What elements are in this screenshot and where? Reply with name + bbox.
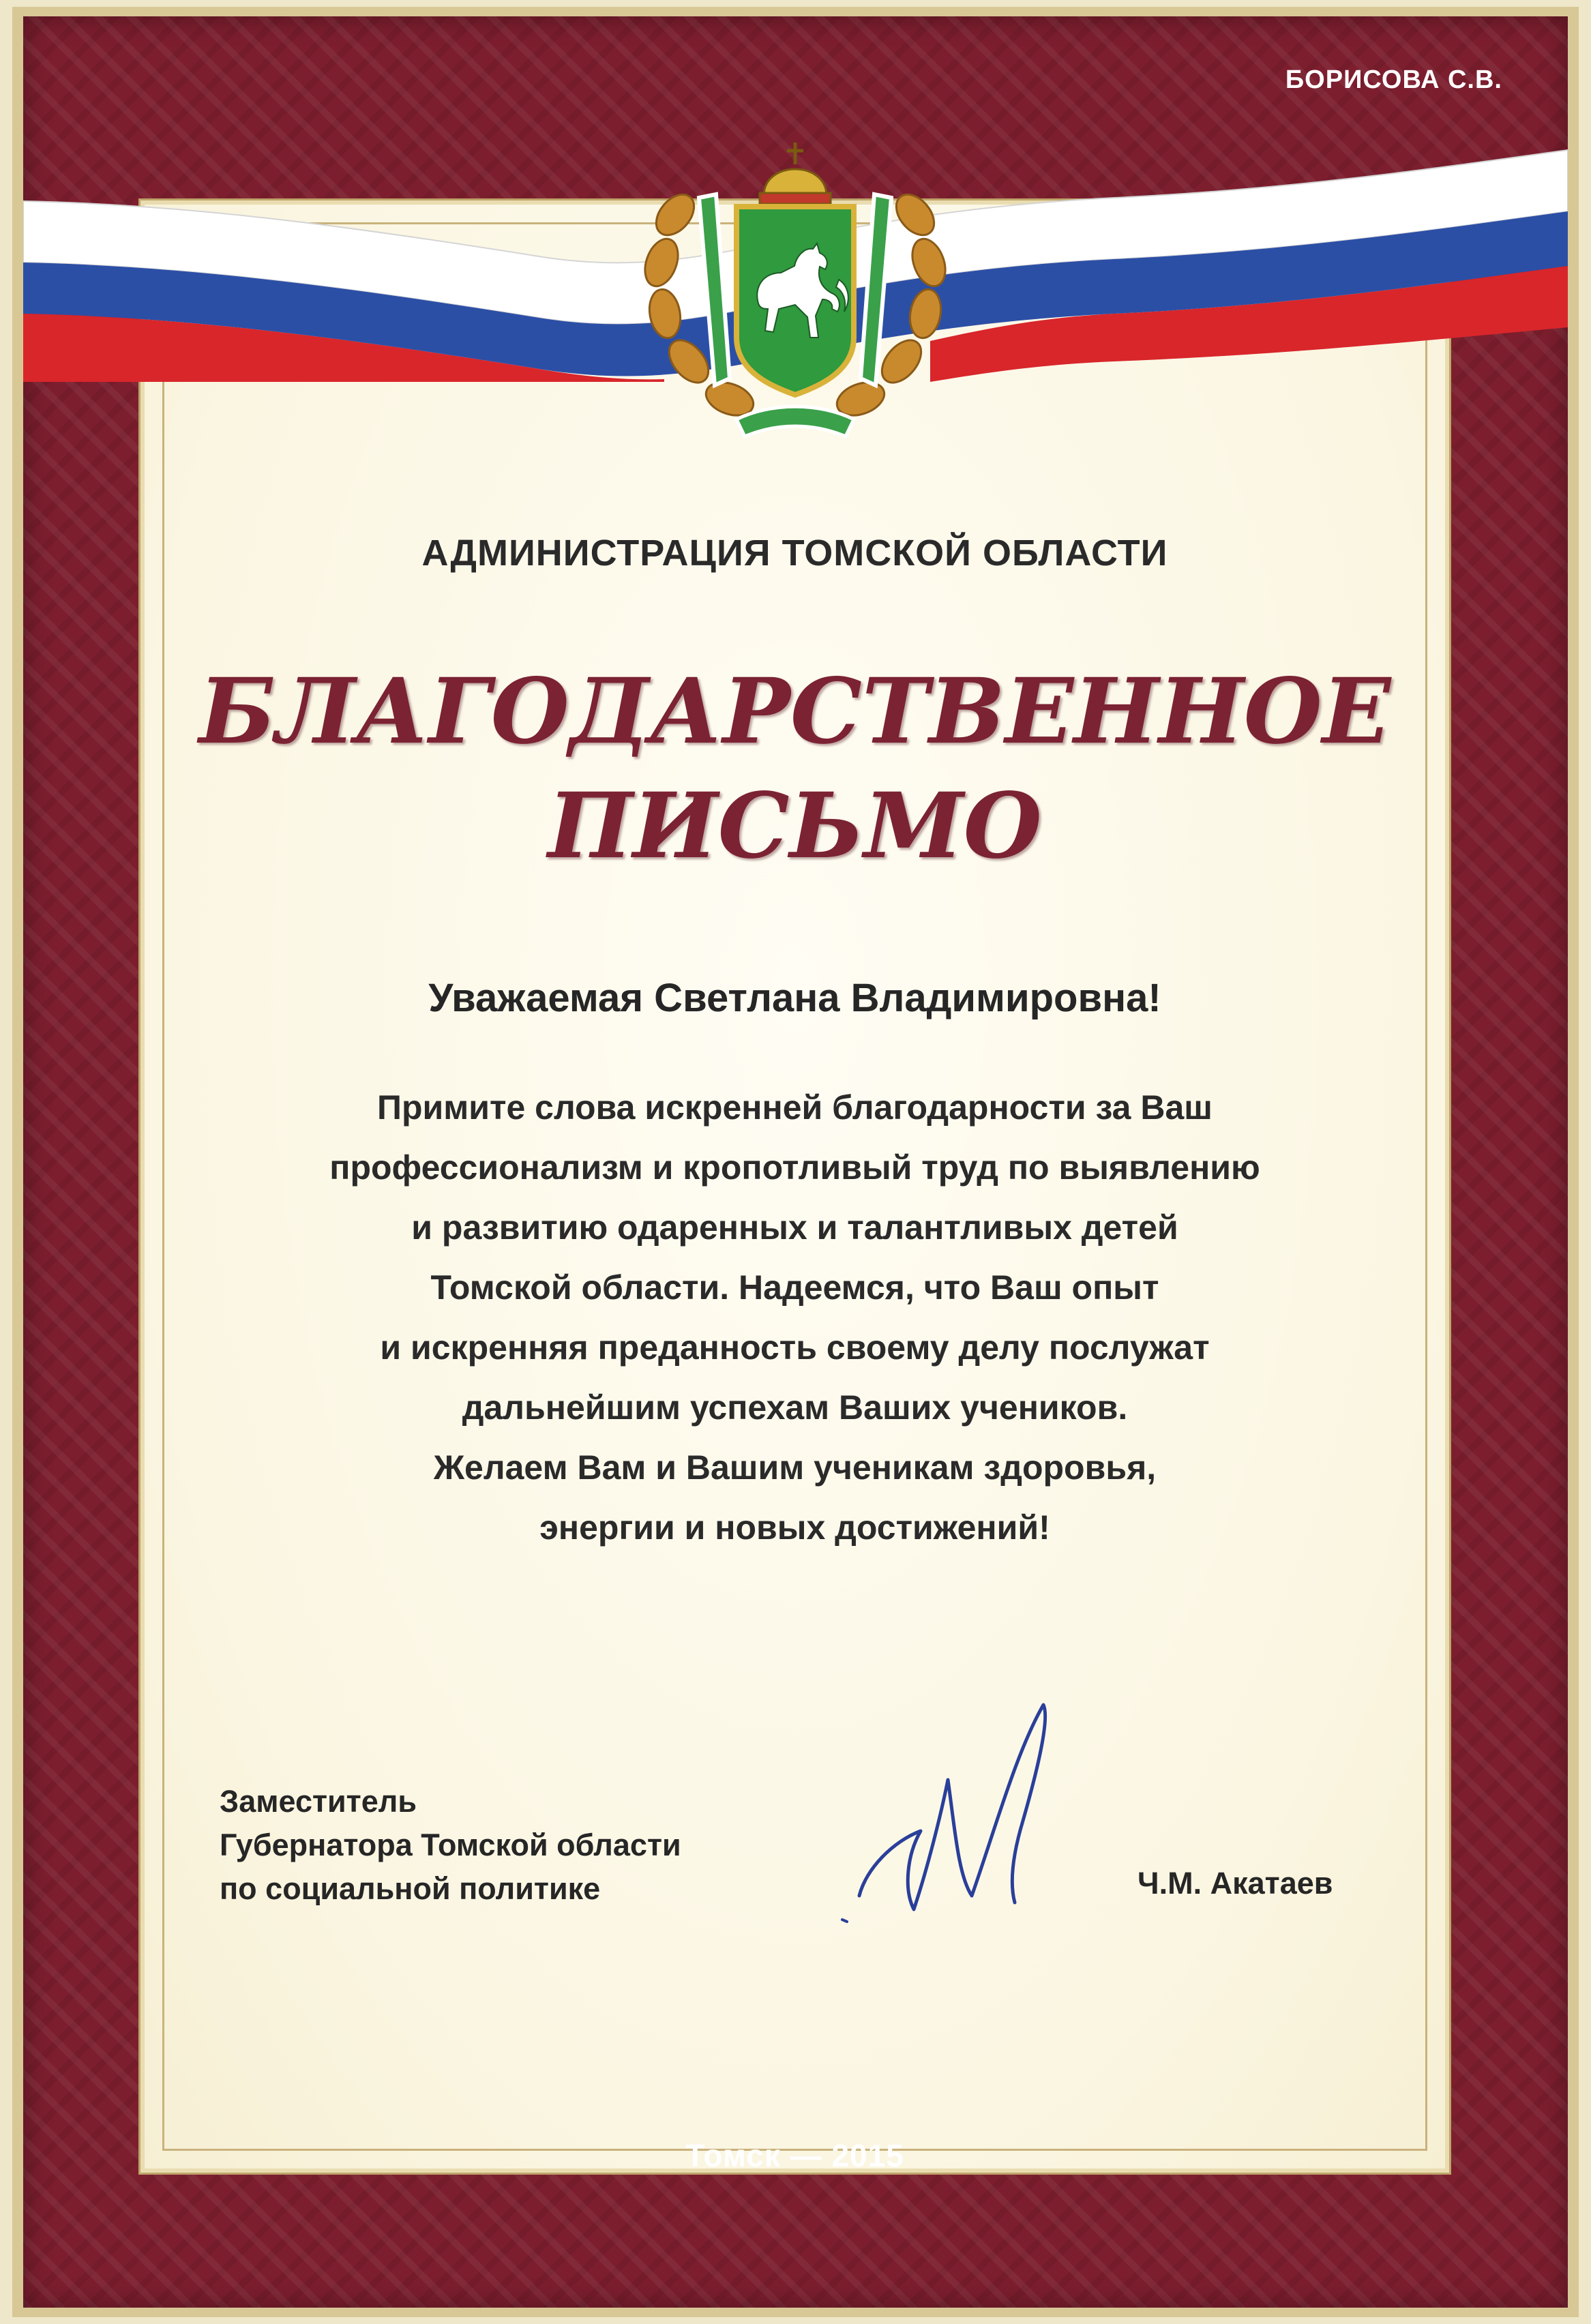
body-line: профессионализм и кропотливый труд по выявлению — [329, 1148, 1260, 1187]
body-line: и искренняя преданность своему делу послужат — [380, 1328, 1210, 1367]
letter-body — [145, 1077, 1445, 1558]
signer-position-line: Заместитель — [220, 1784, 417, 1819]
handwritten-signature-icon — [839, 1691, 1112, 1937]
body-line: Томской области. Надеемся, что Ваш опыт — [430, 1268, 1159, 1307]
title-line-2: ПИСЬМО — [548, 773, 1042, 879]
owner-label: БОРИСОВА С.В. — [1285, 65, 1502, 94]
document-title — [145, 655, 1445, 884]
signer-position-line: Губернатора Томской области — [220, 1828, 681, 1862]
body-line: и развитию одаренных и талантливых детей — [411, 1208, 1178, 1247]
coat-of-arms-tomsk-icon — [634, 133, 956, 453]
signer-position-line: по социальной политике — [220, 1871, 601, 1906]
body-line: Желаем Вам и Вашим ученикам здоровья, — [433, 1448, 1157, 1487]
footer-place-year: Томск — 2015 — [685, 2138, 904, 2173]
title-line-1: БЛАГОДАРСТВЕННОЕ — [198, 659, 1391, 764]
body-line: Примите слова искренней благодарности за Ваш — [377, 1088, 1213, 1127]
signer-name: Ч.М. Акатаев — [1138, 1866, 1333, 1901]
body-line: энергии и новых достижений! — [539, 1508, 1050, 1547]
greeting: Уважаемая Светлана Владимировна! — [428, 976, 1161, 1020]
body-line: дальнейшим успехам Ваших учеников. — [462, 1388, 1128, 1427]
organization-name: АДМИНИСТРАЦИЯ ТОМСКОЙ ОБЛАСТИ — [421, 533, 1168, 573]
signer-position — [220, 1780, 681, 1911]
